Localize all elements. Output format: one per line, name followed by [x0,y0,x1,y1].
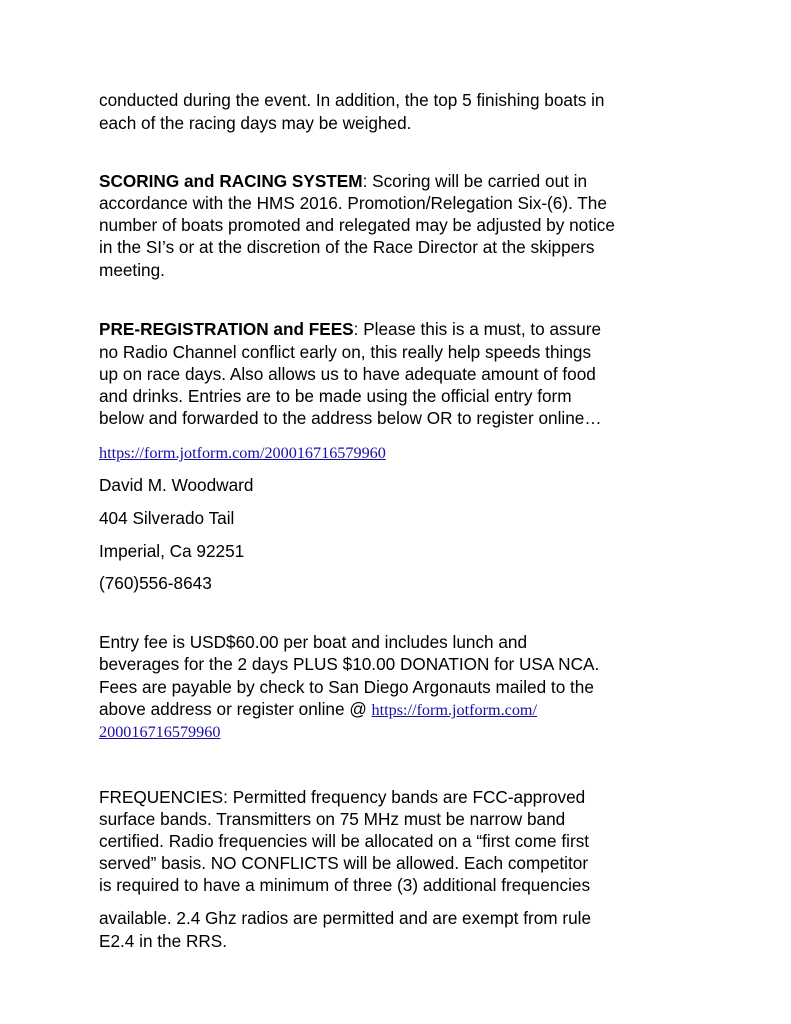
contact-city: Imperial, Ca 92251 [99,541,245,561]
freq-line-6: available. 2.4 Ghz radios are permitted and are exempt from rule [99,908,592,928]
freq-line-2: surface bands. Transmitters on 75 MHz must be narrow band [99,809,566,829]
fees-line-2: beverages for the 2 days PLUS $10.00 DONATION for USA NCA. [99,654,600,674]
contact-street: 404 Silverado Tail [99,508,235,528]
scoring-line-5: meeting. [99,260,165,280]
prereg-link-line [99,441,386,464]
scoring-line-2: accordance with the HMS 2016. Promotion/Relegation Six-(6). The [99,193,607,213]
prereg-line-4: and drinks. Entries are to be made using the official entry form [99,386,572,406]
fees-registration-link-continued[interactable]: 200016716579960 [99,723,221,741]
freq-line-1: FREQUENCIES: Permitted frequency bands are FCC-approved [99,787,586,807]
prereg-heading: PRE-REGISTRATION and FEES [99,319,354,339]
intro-line-1: conducted during the event. In addition, the top 5 finishing boats in [99,90,605,110]
fees-line-4 [99,698,537,721]
prereg-line-1 [99,318,601,340]
scoring-first-line-text: : Scoring will be carried out in [362,171,588,191]
prereg-line-3: up on race days. Also allows us to have adequate amount of food [99,364,596,384]
freq-line-5: is required to have a minimum of three (3) additional frequencies [99,875,591,895]
scoring-line-4: in the SI’s or at the discretion of the Race Director at the skippers [99,237,595,257]
fees-line-1: Entry fee is USD$60.00 per boat and includes lunch and [99,632,528,652]
contact-phone: (760)556-8643 [99,573,212,593]
prereg-first-line-text: : Please this is a must, to assure [353,319,602,339]
prereg-line-2: no Radio Channel conflict early on, this really help speeds things [99,342,592,362]
fees-registration-link[interactable]: https://form.jotform.com/ [371,701,538,719]
scoring-heading: SCORING and RACING SYSTEM [99,171,363,191]
fees-link-line [99,720,220,743]
scoring-line-1 [99,170,587,192]
prereg-line-5: below and forwarded to the address below OR to register online… [99,408,602,428]
intro-line-2: each of the racing days may be weighed. [99,113,412,133]
registration-link[interactable]: https://form.jotform.com/200016716579960 [99,444,386,462]
fees-last-line-text: above address or register online @ [99,699,372,719]
freq-line-3: certified. Radio frequencies will be allocated on a “first come first [99,831,590,851]
fees-line-3: Fees are payable by check to San Diego Argonauts mailed to the [99,677,594,697]
contact-name: David M. Woodward [99,475,254,495]
freq-line-7: E2.4 in the RRS. [99,931,228,951]
freq-line-4: served” basis. NO CONFLICTS will be allowed. Each competitor [99,853,589,873]
scoring-line-3: number of boats promoted and relegated may be adjusted by notice [99,215,615,235]
